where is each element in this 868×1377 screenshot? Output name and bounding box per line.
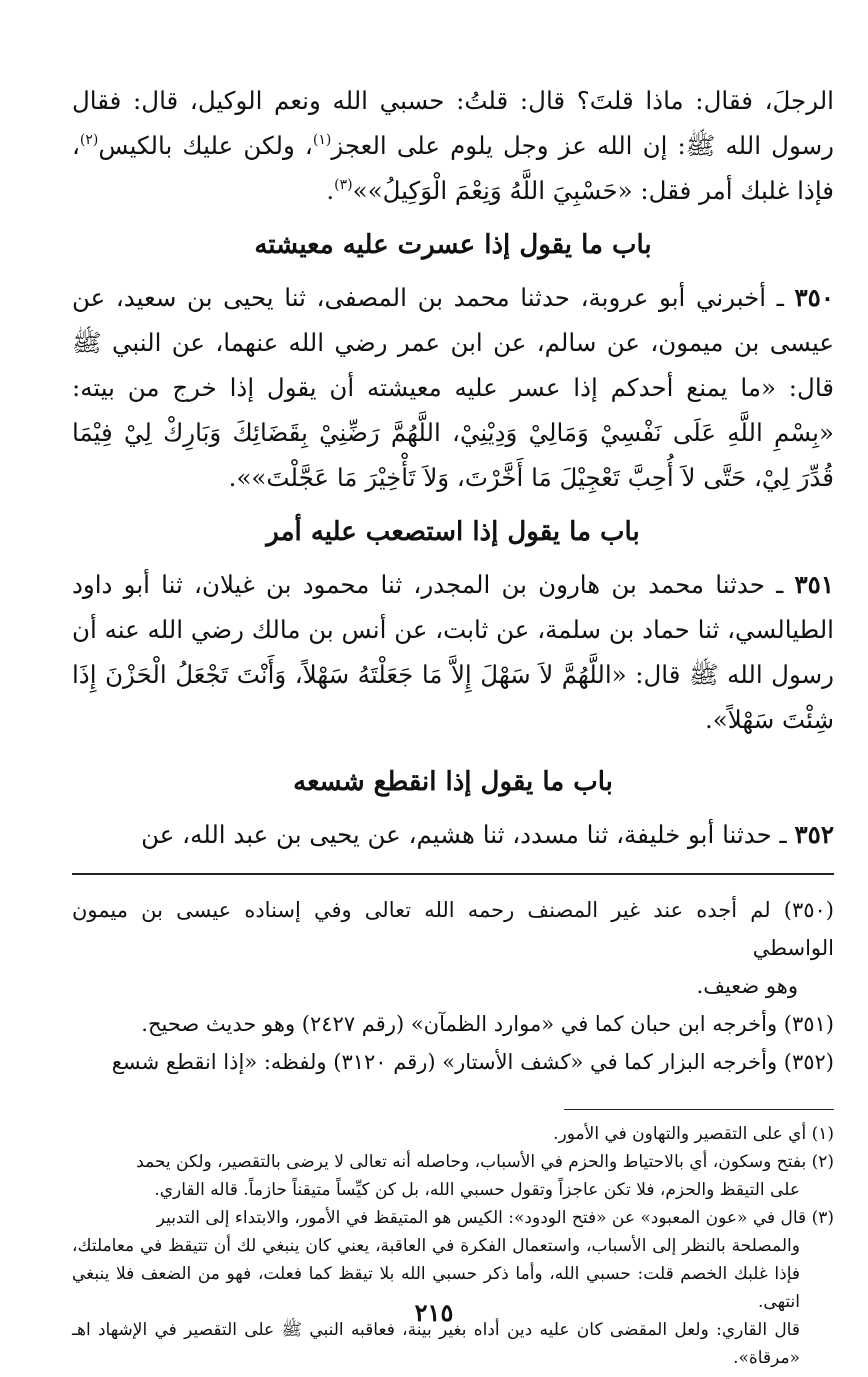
hadith-350-text: ـ أخبرني أبو عروبة، حدثنا محمد بن المصفى، ثنا يحيى بن سعيد، عن عيسى بن ميمون، عن سالم، عن ابن عمر رضي الله عنهما، عن النبي ﷺ قال: «ما يمنع أحدكم إذا عسر عليه معيشته أن يقول إذا خرج من بيته: «بِسْمِ اللَّهِ عَلَى نَفْسِيْ وَمَالِيْ وَدِيْنِيْ، اللَّهُمَّ رَضِّنِيْ بِقَضَائِكَ وَبَارِكْ لِيْ فِيْمَا قُدِّرَ لِيْ، حَتَّى لاَ أُحِبَّ تَعْجِيْلَ مَا أَخَّرْتَ، وَلاَ تَأْخِيْرَ مَا عَجَّلْتَ»».	[72, 283, 834, 492]
footnote-2-cont: على التيقظ والحزم، فلا تكن عاجزاً وتقول حسبي الله، بل كن كيِّساً متيقناً حازماً. قاله القاري.	[154, 1180, 800, 1200]
page-number: ٢١٥	[414, 1298, 454, 1327]
intro-line-2c: ، فإذا غلبك	[72, 131, 834, 205]
takhrij-351: (٣٥١) وأخرجه ابن حبان كما في «موارد الظمآن» (رقم ٢٤٢٧) وهو حديث صحيح.	[141, 1012, 834, 1036]
footnote-3-qari: قال القاري: ولعل المقضى كان عليه دين أداه بغير بينة، فعاقبه النبي ﷺ على التقصير في الإشهاد اهـ «مرقاة».	[72, 1320, 800, 1368]
intro-paragraph	[72, 78, 834, 213]
footnote-ref-3[interactable]: (٣)	[334, 177, 353, 193]
intro-line-3-end: .	[326, 176, 335, 205]
page-body	[72, 78, 834, 1372]
footnotes	[72, 1120, 834, 1372]
hadith-352	[72, 812, 834, 857]
main-text	[72, 78, 834, 857]
hadith-352-number: ٣٥٢	[794, 820, 834, 849]
takhrij-350-cont: وهو ضعيف.	[696, 974, 798, 998]
footnote-1: (١) أي على التقصير والتهاون في الأمور.	[553, 1124, 834, 1144]
chapter-heading-1: باب ما يقول إذا عسرت عليه معيشته	[254, 230, 652, 260]
chapter-heading-3: باب ما يقول إذا انقطع شسعه	[293, 767, 613, 797]
takhrij-350	[72, 891, 834, 967]
footnote-ref-1[interactable]: (١)	[312, 132, 332, 148]
takhrij-notes	[72, 891, 834, 1081]
hadith-351-text: ـ حدثنا محمد بن هارون بن المجدر، ثنا محمود بن غيلان، ثنا أبو داود الطيالسي، ثنا حماد بن سلمة، عن ثابت، عن أنس بن مالك رضي الله عنه أن رسول الله ﷺ قال: «اللَّهُمَّ لاَ سَهْلَ إِلاَّ مَا جَعَلْتَهُ سَهْلاً، وَأَنْتَ تَجْعَلُ الْحَزْنَ إِذَا شِئْتَ سَهْلاً».	[72, 570, 834, 734]
hadith-350	[72, 275, 834, 500]
footnote-2: (٢) بفتح وسكون، أي بالاحتياط والحزم في الأسباب، وحاصله أنه تعالى لا يرضى بالتقصير، ولكن يحمد	[136, 1152, 834, 1172]
takhrij-352: (٣٥٢) وأخرجه البزار كما في «كشف الأستار» (رقم ٣١٢٠) ولفظه: «إذا انقطع شسع	[111, 1050, 834, 1074]
chapter-heading-2: باب ما يقول إذا استصعب عليه أمر	[266, 517, 640, 547]
hadith-352-text: ـ حدثنا أبو خليفة، ثنا مسدد، ثنا هشيم، عن يحيى بن عبد الله، عن	[141, 820, 795, 849]
takhrij-350-line: (٣٥٠) لم أجده عند غير المصنف رحمه الله تعالى وفي إسناده عيسى بن ميمون الواسطي	[72, 898, 834, 960]
intro-line-1: الرجلَ، فقال: ماذا قلتَ؟ قال: قلتُ: حسبي الله ونعم الوكيل، قال: فقال رسول	[72, 86, 834, 160]
footnote-ref-2[interactable]: (٢)	[79, 132, 99, 148]
footnote-divider	[564, 1109, 834, 1110]
footnote-3-cont: والمصلحة بالنظر إلى الأسباب، واستعمال الفكرة في العاقبة، يعني كان ينبغي لك أن تتيقظ في معاملتك، فإذا غلبك الخصم قلت: حسبي الله، وأما ذكر حسبي الله بلا تيقظ كما فعلت، فهو من الضعف فلا ينبغي انتهى.	[72, 1236, 800, 1312]
hadith-350-number: ٣٥٠	[794, 283, 834, 312]
hadith-351	[72, 562, 834, 742]
footnote-3: (٣) قال في «عون المعبود» عن «فتح الودود»: الكيس هو المتيقظ في الأمور، والابتداء إلى التدبير	[156, 1208, 834, 1228]
takhrij-divider	[72, 873, 834, 875]
intro-line-2b: ، ولكن عليك بالكيس	[98, 131, 313, 160]
intro-line-3: أمر فقل: «حَسْبِيَ اللَّهُ وَنِعْمَ الْوَكِيلُ»»	[352, 176, 733, 205]
hadith-351-number: ٣٥١	[794, 570, 834, 599]
intro-line-2: الله ﷺ: إن الله عز وجل يلوم على العجز	[331, 131, 762, 160]
